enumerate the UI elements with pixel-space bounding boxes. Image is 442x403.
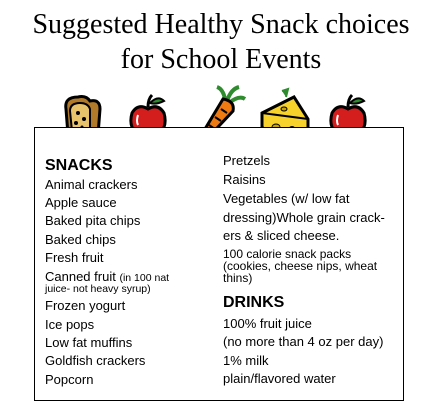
list-item: Baked pita chips bbox=[45, 213, 141, 228]
snacks-heading: SNACKS bbox=[45, 157, 113, 174]
drinks-heading: DRINKS bbox=[223, 294, 285, 311]
title-line-1: Suggested Healthy Snack choices bbox=[32, 9, 410, 40]
snack-list-box bbox=[34, 127, 404, 401]
list-item-note: (in 100 nat bbox=[119, 272, 170, 284]
list-item: Ice pops bbox=[45, 317, 95, 332]
list-item: Vegetables (w/ low fat bbox=[223, 191, 350, 206]
list-item: dressing)Whole grain crack- bbox=[223, 210, 385, 225]
list-item: Fresh fruit bbox=[45, 250, 104, 265]
list-item: Raisins bbox=[223, 172, 266, 187]
list-item: Baked chips bbox=[45, 232, 116, 247]
title-line-2: for School Events bbox=[120, 44, 322, 75]
list-item: Apple sauce bbox=[45, 195, 117, 210]
list-item: Popcorn bbox=[45, 372, 94, 387]
list-item: Pretzels bbox=[223, 153, 270, 168]
list-item-text: Canned fruit bbox=[45, 269, 116, 284]
list-item: Animal crackers bbox=[45, 177, 138, 192]
list-item: 100 calorie snack packs (cookies, cheese nips, wheat thins) bbox=[223, 247, 378, 285]
list-item: 100% fruit juice bbox=[223, 316, 312, 331]
list-item: ers & sliced cheese. bbox=[223, 228, 340, 243]
list-item: Goldfish crackers bbox=[45, 353, 146, 368]
list-item: plain/flavored water bbox=[223, 371, 336, 386]
list-item: Low fat muffins bbox=[45, 335, 133, 350]
list-item: 1% milk bbox=[223, 353, 269, 368]
list-item: Frozen yogurt bbox=[45, 298, 126, 313]
list-item: (no more than 4 oz per day) bbox=[223, 334, 384, 349]
list-item-note: juice- not heavy syrup) bbox=[45, 283, 151, 295]
